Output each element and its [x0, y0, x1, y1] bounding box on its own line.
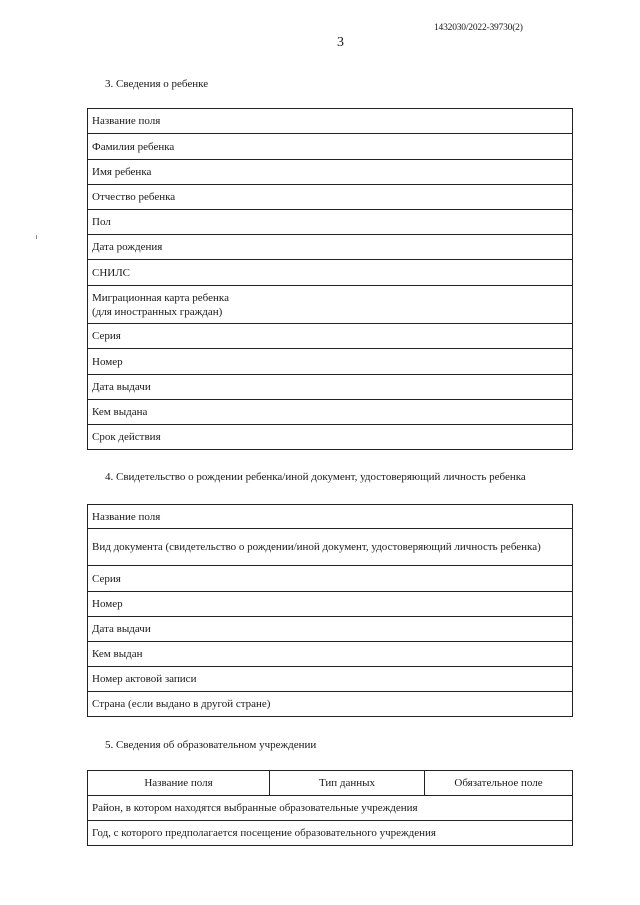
row-label: Название поля: [92, 115, 161, 127]
row-label: Дата выдачи: [92, 623, 151, 635]
column-header: Обязательное поле: [454, 777, 543, 789]
row-label: Название поля: [92, 510, 161, 523]
row-label: Пол: [92, 216, 111, 228]
row-label: Номер: [92, 598, 123, 610]
table-row: [88, 109, 572, 134]
section-3-heading: 3. Сведения о ребенке: [105, 78, 209, 90]
row-label: Район, в котором находятся выбранные образовательные учреждения: [92, 802, 418, 814]
row-label: Серия: [92, 572, 121, 585]
table-row: [88, 286, 572, 324]
table-row: [88, 592, 572, 617]
table-row: [88, 324, 572, 349]
table-row: [88, 425, 572, 450]
table-row: [88, 375, 572, 400]
table-row: [88, 134, 572, 160]
table-row: [88, 667, 572, 692]
row-label: Срок действия: [92, 431, 161, 443]
row-label: Кем выдана: [92, 406, 148, 418]
column-header: Тип данных: [270, 771, 425, 795]
row-label: Год, с которого предполагается посещение образовательного учреждения: [92, 827, 436, 839]
document-id: 1432030/2022-39730(2): [434, 23, 523, 33]
row-label: Страна (если выдано в другой стране): [92, 698, 271, 710]
table-row: [88, 617, 572, 642]
table-header-row: [88, 771, 572, 796]
margin-mark: [36, 235, 37, 239]
table-row: [88, 210, 572, 235]
row-label: Серия: [92, 330, 121, 342]
page-number: 3: [337, 35, 344, 50]
table-row: [88, 160, 572, 185]
table-row: [88, 821, 572, 846]
row-label: Миграционная карта ребенка: [92, 291, 229, 304]
child-info-table: [87, 108, 573, 450]
row-label: Вид документа (свидетельство о рождении/иной документ, удостоверяющий личность ребенка): [92, 541, 541, 553]
row-label: Дата выдачи: [92, 381, 151, 393]
education-institution-table: [87, 770, 573, 846]
table-row: [88, 566, 572, 592]
row-label: Отчество ребенка: [92, 191, 176, 203]
table-row: [88, 505, 572, 529]
table-row: [88, 796, 572, 821]
row-label: СНИЛС: [92, 266, 131, 279]
table-row: [88, 185, 572, 210]
row-label: Фамилия ребенка: [92, 140, 175, 153]
row-sublabel: (для иностранных граждан): [92, 305, 223, 318]
table-row: [88, 529, 572, 566]
table-row: [88, 642, 572, 667]
row-label: Имя ребенка: [92, 166, 152, 178]
row-label: Кем выдан: [92, 648, 143, 660]
row-label: Номер актовой записи: [92, 673, 197, 685]
table-row: [88, 400, 572, 425]
table-row: [88, 349, 572, 375]
birth-certificate-table: [87, 504, 573, 717]
row-label: Номер: [92, 355, 123, 368]
table-row: [88, 235, 572, 260]
row-label: Дата рождения: [92, 241, 163, 253]
section-4-heading: 4. Свидетельство о рождении ребенка/иной документ, удостоверяющий личность ребенка: [105, 471, 526, 483]
column-header: Название поля: [88, 771, 270, 795]
table-row: [88, 692, 572, 717]
section-5-heading: 5. Сведения об образовательном учреждении: [105, 739, 317, 751]
table-row: [88, 260, 572, 286]
